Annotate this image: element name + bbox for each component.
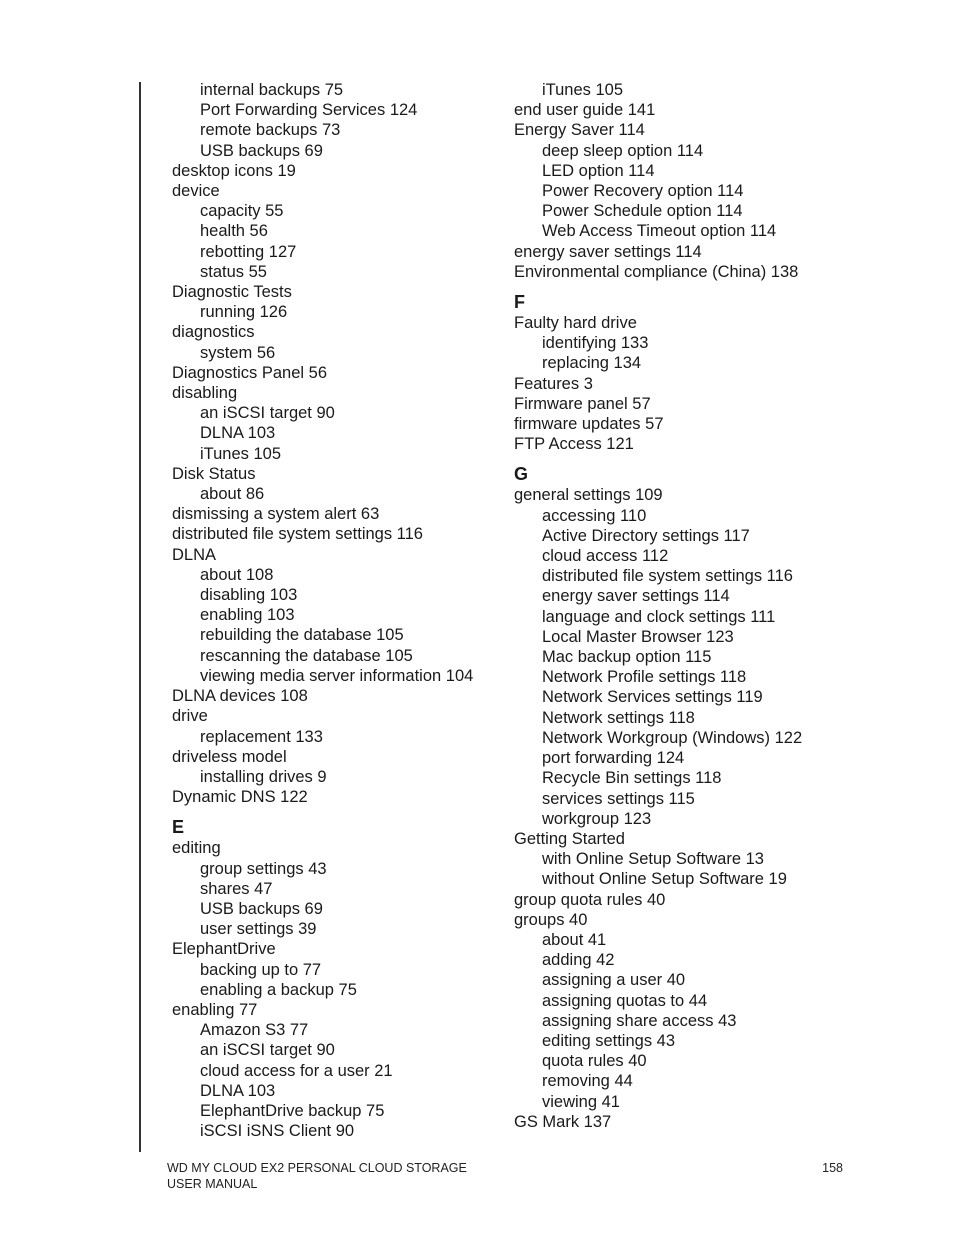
index-entry: diagnostics [172, 323, 255, 342]
index-entry: firmware updates 57 [514, 415, 664, 434]
index-subentry: identifying 133 [542, 334, 649, 353]
index-entry: Disk Status [172, 464, 256, 483]
footer-title-line-1: WD MY CLOUD EX2 PERSONAL CLOUD STORAGE [167, 1161, 467, 1175]
index-subentry: port forwarding 124 [542, 749, 685, 768]
index-column-right [514, 80, 844, 1132]
index-subentry: health 56 [200, 222, 268, 241]
index-entry: Dynamic DNS 122 [172, 788, 308, 807]
index-subentry: Active Directory settings 117 [542, 526, 750, 545]
index-subentry: remote backups 73 [200, 121, 341, 140]
index-subentry: USB backups 69 [200, 141, 323, 160]
index-subentry: Web Access Timeout option 114 [542, 222, 777, 241]
index-subentry: workgroup 123 [542, 809, 652, 828]
index-subentry: Power Schedule option 114 [542, 202, 743, 221]
index-entry: Environmental compliance (China) 138 [514, 262, 799, 281]
index-subentry: Mac backup option 115 [542, 648, 712, 667]
index-subentry: disabling 103 [200, 586, 298, 605]
index-subentry: iSCSI iSNS Client 90 [200, 1122, 355, 1141]
index-subentry: language and clock settings 111 [542, 607, 776, 626]
index-entry: general settings 109 [514, 486, 663, 505]
index-subentry: rescanning the database 105 [200, 646, 413, 665]
index-subentry: without Online Setup Software 19 [542, 870, 787, 889]
index-section-letter: F [514, 292, 525, 313]
index-subentry: removing 44 [542, 1072, 633, 1091]
index-subentry: capacity 55 [200, 202, 284, 221]
index-subentry: adding 42 [542, 951, 615, 970]
index-subentry: installing drives 9 [200, 767, 327, 786]
index-section-letter: G [514, 464, 529, 485]
index-entry: DLNA devices 108 [172, 687, 308, 706]
index-subentry: with Online Setup Software 13 [542, 850, 764, 869]
index-entry: FTP Access 121 [514, 435, 634, 454]
index-subentry: deep sleep option 114 [542, 141, 704, 160]
index-subentry: assigning quotas to 44 [542, 991, 708, 1010]
index-entry: enabling 77 [172, 1000, 258, 1019]
index-entry: Faulty hard drive [514, 314, 637, 333]
index-subentry: status 55 [200, 262, 267, 281]
index-subentry: system 56 [200, 343, 276, 362]
index-entry: editing [172, 839, 221, 858]
index-entry: drive [172, 707, 208, 726]
index-subentry: assigning share access 43 [542, 1011, 737, 1030]
index-entry: energy saver settings 114 [514, 242, 702, 261]
index-subentry: Recycle Bin settings 118 [542, 769, 722, 788]
index-entry: disabling [172, 384, 238, 403]
index-subentry: DLNA 103 [200, 424, 276, 443]
index-subentry: user settings 39 [200, 920, 317, 939]
index-subentry: an iSCSI target 90 [200, 1041, 335, 1060]
index-section-letter: E [172, 817, 185, 838]
index-subentry: iTunes 105 [542, 81, 624, 99]
index-subentry: Power Recovery option 114 [542, 182, 744, 201]
index-subentry: Amazon S3 77 [200, 1021, 309, 1040]
index-entry: groups 40 [514, 910, 588, 929]
index-subentry: rebotting 127 [200, 242, 297, 261]
index-subentry: energy saver settings 114 [542, 587, 730, 606]
index-entry: Diagnostic Tests [172, 283, 292, 302]
index-subentry: rebuilding the database 105 [200, 626, 404, 645]
index-subentry: enabling 103 [200, 606, 295, 625]
index-subentry: group settings 43 [200, 859, 327, 878]
index-subentry: services settings 115 [542, 789, 695, 808]
index-entry: GS Mark 137 [514, 1112, 612, 1131]
index-subentry: Network Services settings 119 [542, 688, 763, 707]
index-subentry: about 108 [200, 565, 274, 584]
index-subentry: viewing media server information 104 [200, 666, 474, 685]
index-entry: desktop icons 19 [172, 161, 296, 180]
index-entry: Getting Started [514, 829, 625, 848]
index-subentry: Network Profile settings 118 [542, 668, 747, 687]
index-subentry: quota rules 40 [542, 1052, 647, 1071]
index-subentry: assigning a user 40 [542, 971, 686, 990]
footer-document-title [167, 1161, 467, 1192]
index-subentry: enabling a backup 75 [200, 980, 357, 999]
index-subentry: viewing 41 [542, 1092, 620, 1111]
index-subentry: iTunes 105 [200, 444, 282, 463]
index-entry: group quota rules 40 [514, 890, 666, 909]
index-subentry: DLNA 103 [200, 1081, 276, 1100]
index-subentry: replacement 133 [200, 727, 323, 746]
index-entry: Firmware panel 57 [514, 394, 651, 413]
page-number: 158 [822, 1161, 843, 1175]
index-subentry: cloud access for a user 21 [200, 1061, 393, 1080]
footer-title-line-2: USER MANUAL [167, 1176, 258, 1191]
index-subentry: running 126 [200, 303, 288, 322]
index-entry: Diagnostics Panel 56 [172, 363, 328, 382]
index-subentry: replacing 134 [542, 354, 642, 373]
index-column-left [172, 80, 502, 1141]
left-margin-rule [139, 82, 141, 1152]
index-subentry: USB backups 69 [200, 899, 323, 918]
index-entry: ElephantDrive [172, 940, 276, 959]
index-entry: Features 3 [514, 374, 593, 393]
index-entry: distributed file system settings 116 [172, 525, 423, 544]
index-subentry: internal backups 75 [200, 81, 344, 99]
index-entry: driveless model [172, 747, 287, 766]
index-subentry: editing settings 43 [542, 1031, 676, 1050]
index-subentry: about 41 [542, 930, 607, 949]
index-subentry: cloud access 112 [542, 547, 669, 566]
index-subentry: about 86 [200, 485, 265, 504]
index-subentry: LED option 114 [542, 161, 655, 180]
index-entry: end user guide 141 [514, 101, 656, 120]
index-entry: DLNA [172, 545, 217, 564]
index-subentry: Network settings 118 [542, 708, 695, 727]
index-subentry: shares 47 [200, 879, 273, 898]
index-subentry: Local Master Browser 123 [542, 627, 734, 646]
index-subentry: Network Workgroup (Windows) 122 [542, 728, 803, 747]
index-subentry: backing up to 77 [200, 960, 322, 979]
index-subentry: an iSCSI target 90 [200, 404, 335, 423]
index-entry: Energy Saver 114 [514, 121, 645, 140]
index-subentry: ElephantDrive backup 75 [200, 1101, 385, 1120]
index-entry: device [172, 182, 220, 201]
index-subentry: Port Forwarding Services 124 [200, 101, 418, 120]
index-subentry: distributed file system settings 116 [542, 567, 793, 586]
index-entry: dismissing a system alert 63 [172, 505, 380, 524]
index-subentry: accessing 110 [542, 506, 647, 525]
